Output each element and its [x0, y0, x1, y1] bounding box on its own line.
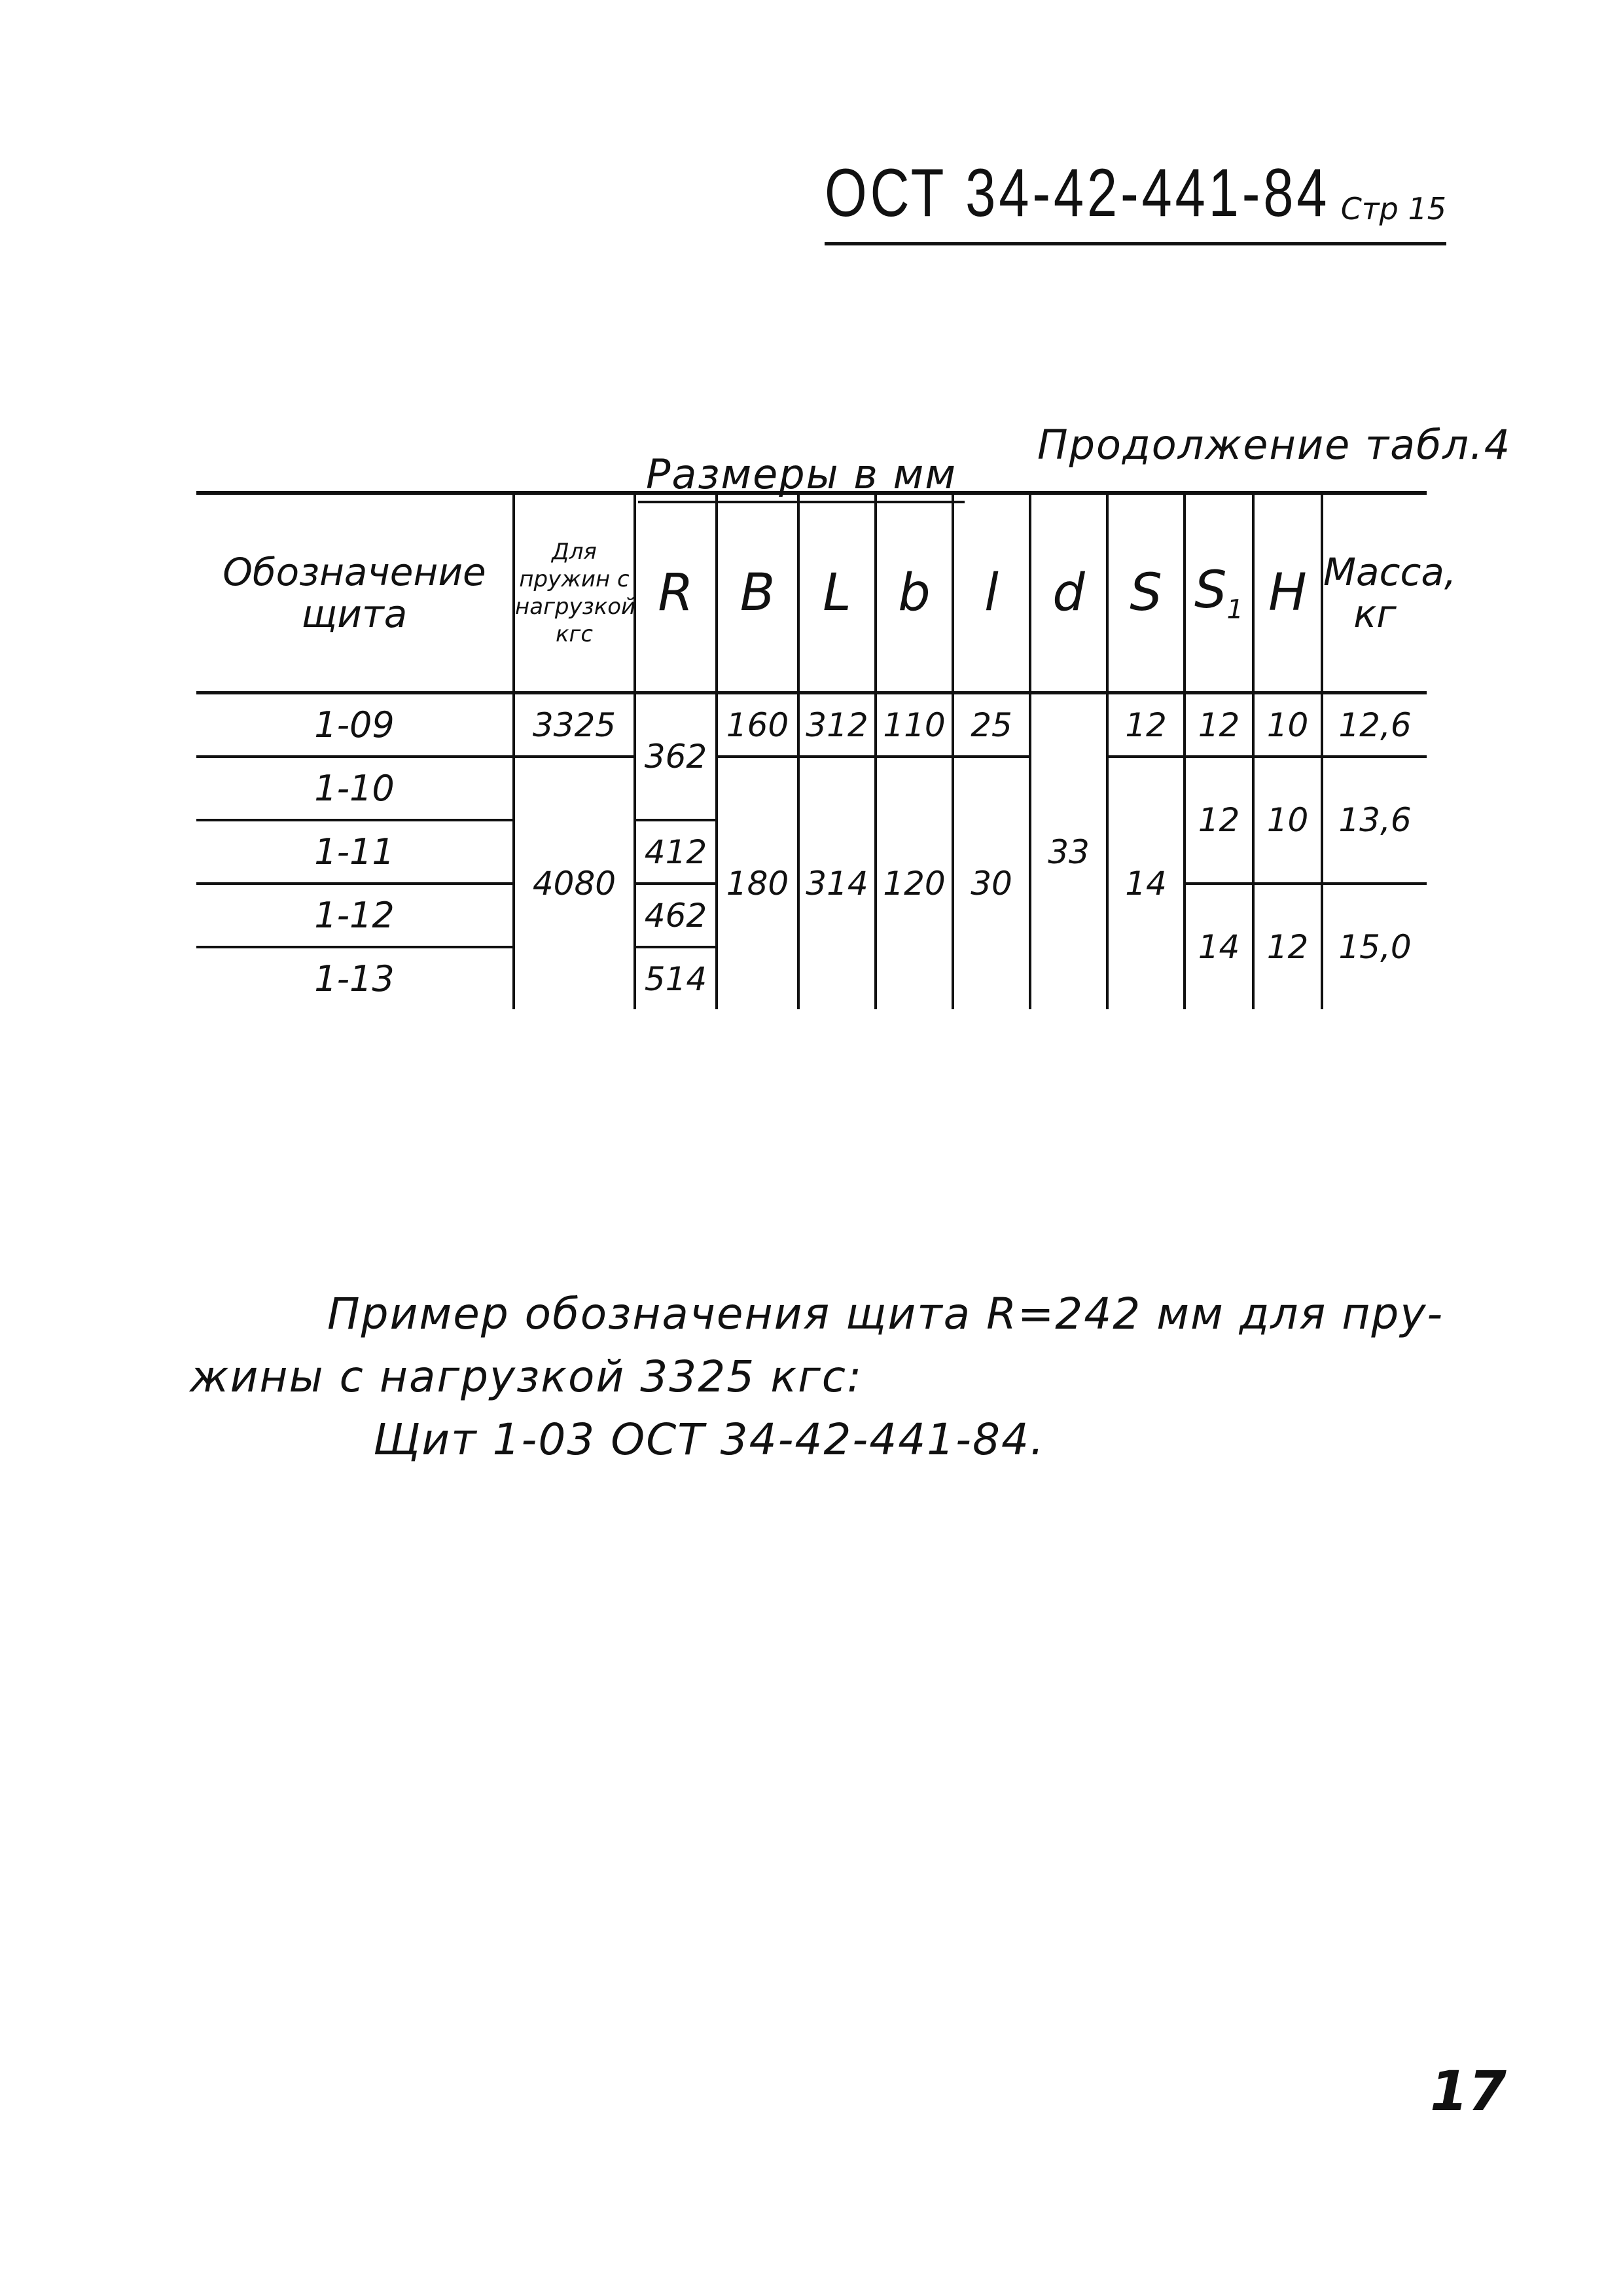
cell-R: 462: [635, 884, 717, 947]
cell-l: 25: [953, 693, 1030, 757]
cell-L-merged: 314: [798, 757, 876, 1009]
continuation-caption: Продолжение табл.4: [1037, 421, 1512, 469]
header-S1: [1185, 493, 1253, 693]
table-row: [196, 757, 1427, 820]
cell-R: 412: [635, 820, 717, 884]
example-line-1: Пример обозначения щита R=242 мм для пру-: [327, 1289, 1444, 1339]
example-line-3: Щит 1-03 ОСТ 34-42-441-84.: [373, 1414, 1045, 1465]
cell-load-merged: 4080: [514, 757, 635, 1009]
cell-B-merged: 180: [717, 757, 798, 1009]
cell-H-merged: 12: [1253, 884, 1322, 1009]
cell-l-merged: 30: [953, 757, 1030, 1009]
cell-S1: 12: [1185, 693, 1253, 757]
header-R: R: [635, 493, 717, 693]
designation-example: [190, 1283, 1444, 1471]
header-S1-main: S: [1194, 561, 1227, 620]
cell-designation: 1-13: [196, 947, 514, 1009]
header-load: Для пружин с нагрузкой кгс: [514, 493, 635, 693]
cell-designation: 1-10: [196, 757, 514, 820]
cell-designation: 1-11: [196, 820, 514, 884]
cell-mass-merged: 13,6: [1322, 757, 1427, 884]
cell-S1-merged: 14: [1185, 884, 1253, 1009]
header-S1-sub: 1: [1226, 594, 1243, 625]
cell-mass-merged: 15,0: [1322, 884, 1427, 1009]
header-mass: Масса, кг: [1322, 493, 1427, 693]
cell-S1-merged: 12: [1185, 757, 1253, 884]
example-line-2: жины с нагрузкой 3325 кгс:: [190, 1352, 863, 1402]
page-label: Стр 15: [1340, 191, 1446, 226]
spec-table: [196, 491, 1457, 1009]
cell-b-merged: 120: [876, 757, 953, 1009]
cell-S: 12: [1107, 693, 1185, 757]
document-header: [825, 151, 1446, 245]
cell-R-merged: 362: [635, 693, 717, 821]
units-caption: Размеры в мм: [638, 448, 965, 503]
header-l: l: [953, 493, 1030, 693]
header-b: b: [876, 493, 953, 693]
cell-H-merged: 10: [1253, 757, 1322, 884]
header-B: B: [717, 493, 798, 693]
cell-S-merged: 14: [1107, 757, 1185, 1009]
cell-B: 160: [717, 693, 798, 757]
cell-d-merged: 33: [1030, 693, 1107, 1010]
header-designation: Обозначение щита: [196, 493, 514, 693]
header-d: d: [1030, 493, 1107, 693]
cell-load: 3325: [514, 693, 635, 757]
cell-L: 312: [798, 693, 876, 757]
header-S: S: [1107, 493, 1185, 693]
cell-designation: 1-09: [196, 693, 514, 757]
header-H: H: [1253, 493, 1322, 693]
document-code: ОСТ 34-42-441-84: [825, 155, 1330, 231]
cell-R: 514: [635, 947, 717, 1009]
table-row: [196, 693, 1427, 757]
table-header-row: [196, 493, 1427, 693]
cell-mass: 12,6: [1322, 693, 1427, 757]
cell-H: 10: [1253, 693, 1322, 757]
header-L: L: [798, 493, 876, 693]
sheet-number: 17: [1430, 2059, 1507, 2123]
cell-designation: 1-12: [196, 884, 514, 947]
cell-b: 110: [876, 693, 953, 757]
